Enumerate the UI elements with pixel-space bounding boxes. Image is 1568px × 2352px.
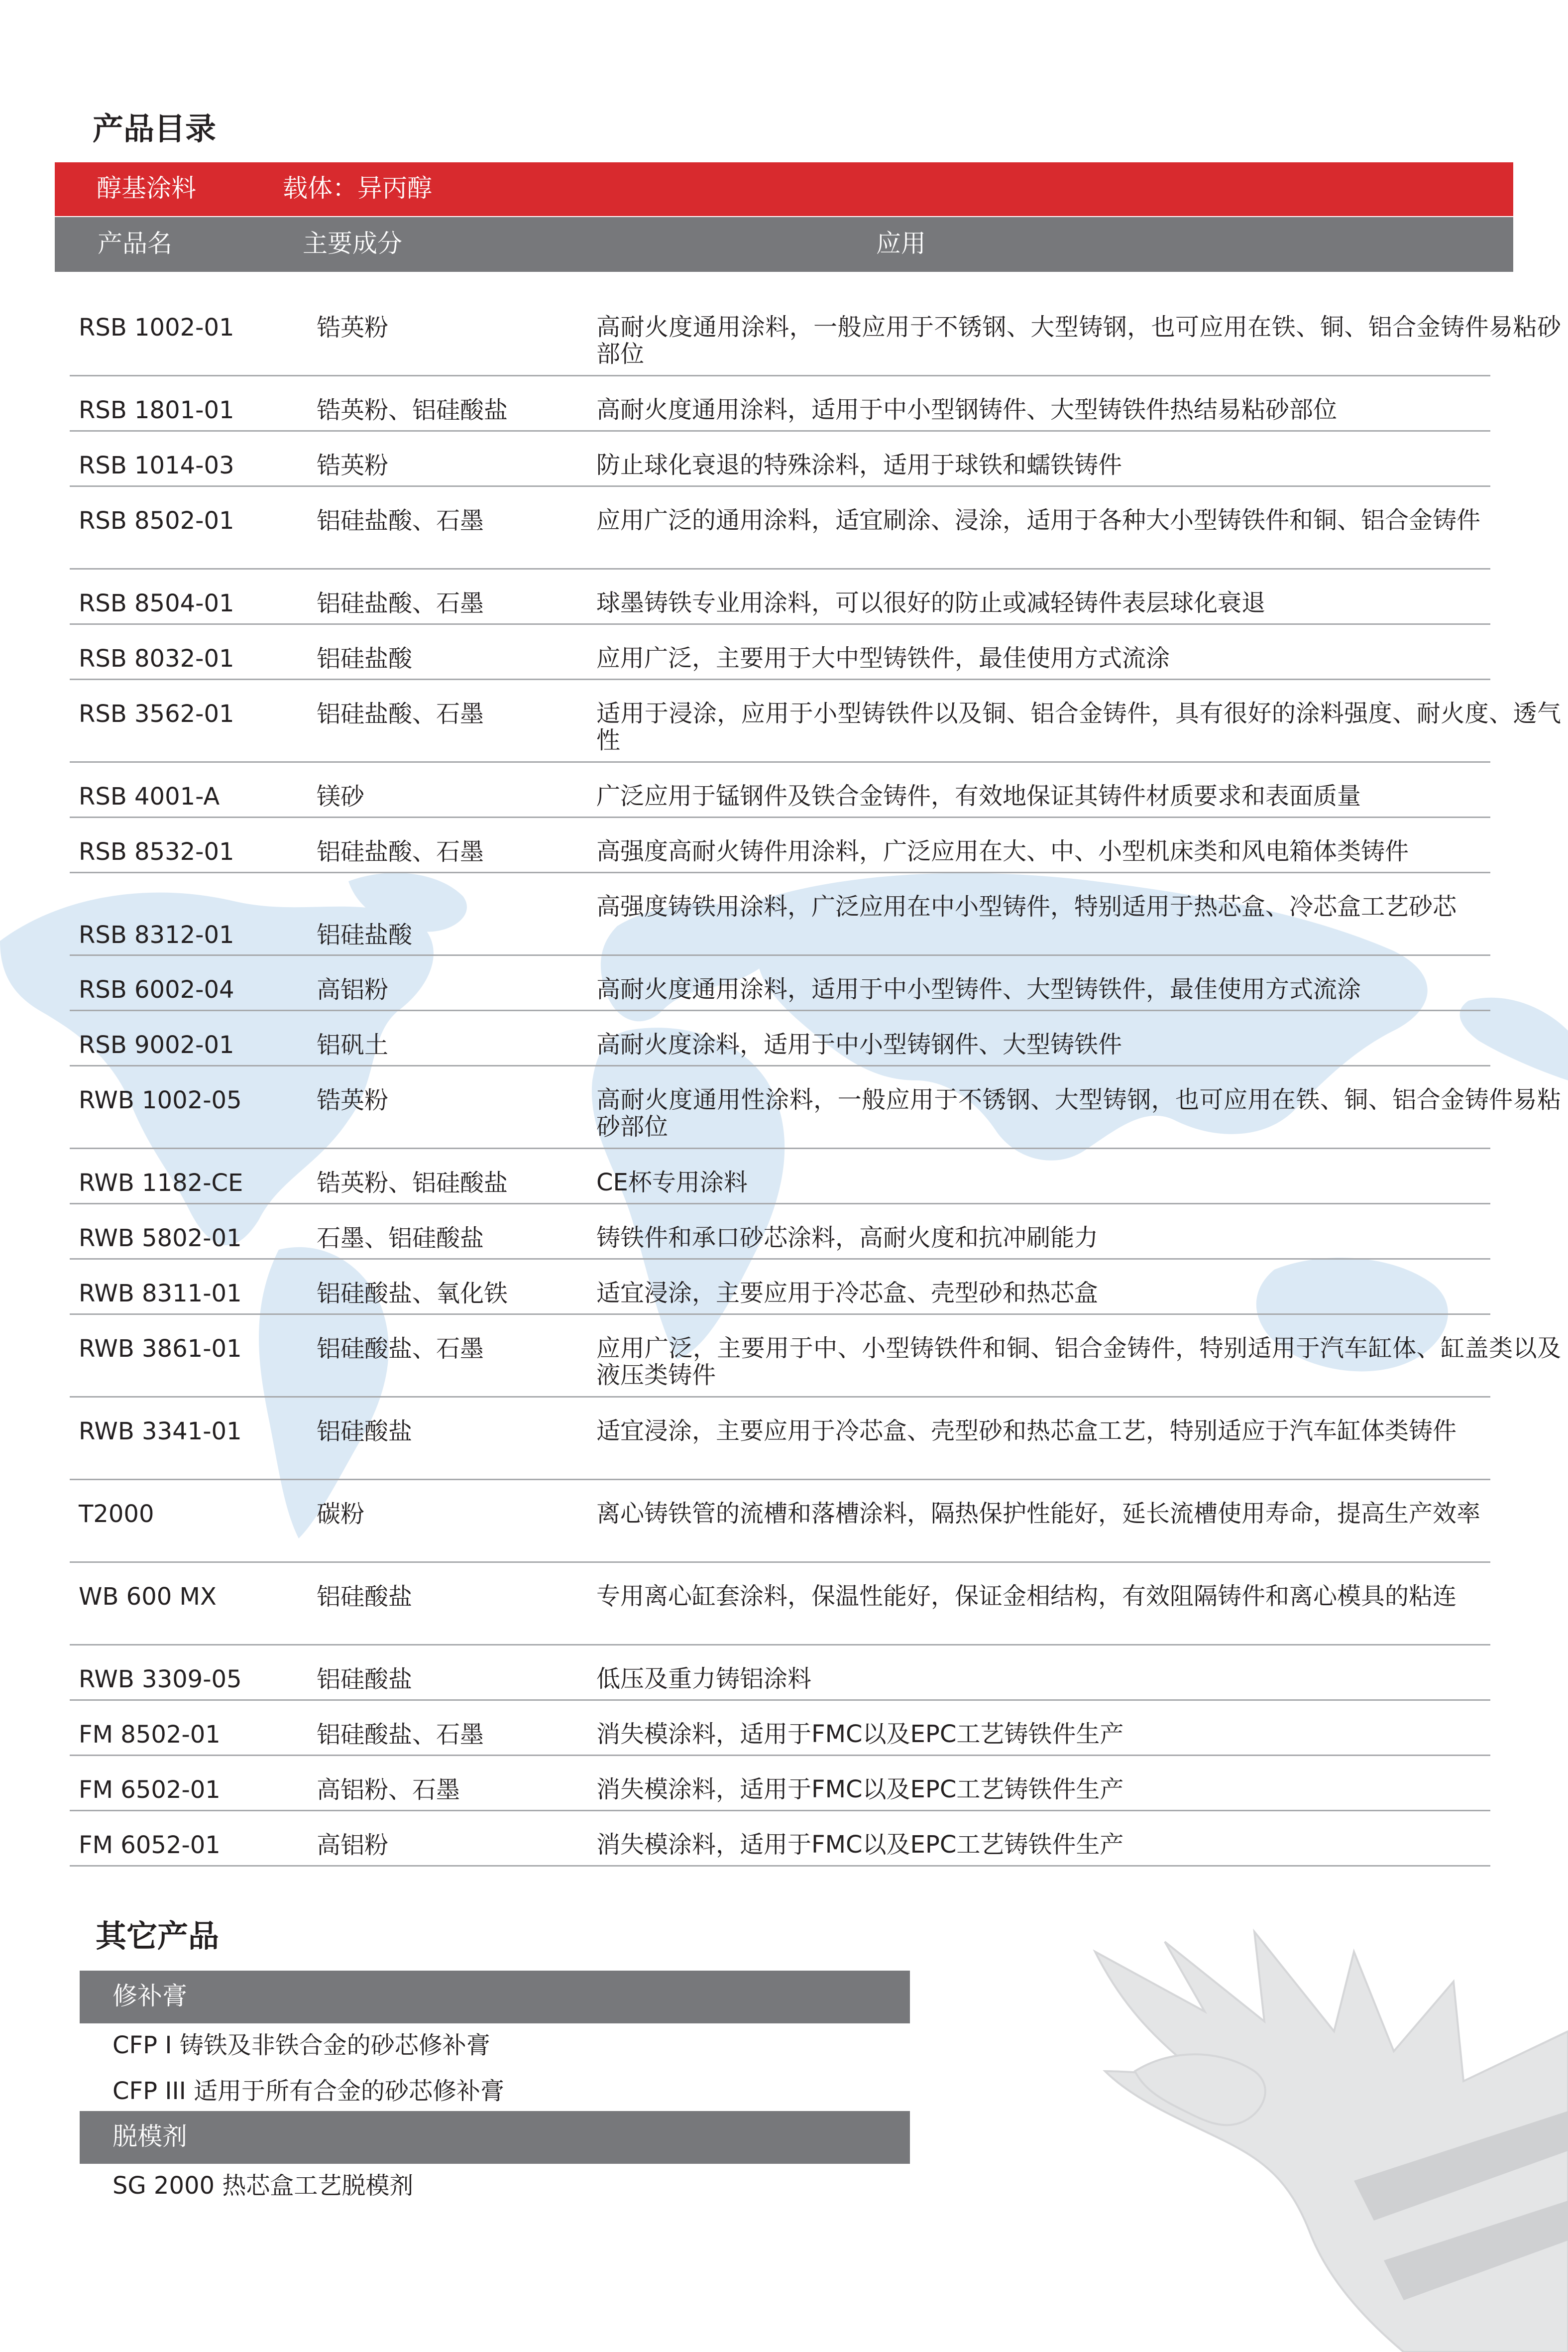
list-item: SG 2000 热芯盒工艺脱模剂 — [112, 2172, 414, 2200]
table-row — [70, 1011, 1490, 1066]
product-name: RSB 8502-01 — [79, 507, 234, 535]
table-row — [70, 1563, 1490, 1646]
repair-paste-label: 修补膏 — [112, 1982, 187, 2010]
product-name: RSB 8532-01 — [79, 838, 234, 866]
table-row — [70, 1315, 1561, 1398]
product-name: WB 600 MX — [79, 1583, 217, 1611]
table-row — [70, 294, 1561, 376]
product-name: FM 6502-01 — [79, 1776, 221, 1804]
product-composition: 石墨、铝硅酸盐 — [317, 1224, 484, 1252]
product-application: 低压及重力铸铝涂料 — [596, 1665, 812, 1693]
page-title: 产品目录 — [93, 111, 217, 147]
product-composition: 铝硅酸盐 — [317, 1665, 413, 1693]
table-row — [70, 625, 1490, 680]
product-application: 应用广泛，主要用于大中型铸铁件，最佳使用方式流涂 — [596, 644, 1170, 672]
table-row — [70, 1260, 1490, 1315]
product-application: 专用离心缸套涂料，保温性能好，保证金相结构，有效阻隔铸件和离心模具的粘连 — [596, 1582, 1457, 1610]
other-products-title: 其它产品 — [96, 1918, 220, 1954]
product-application: 高强度高耐火铸件用涂料，广泛应用在大、中、小型机床类和风电箱体类铸件 — [596, 837, 1409, 865]
product-application: 应用广泛的通用涂料，适宜刷涂、浸涂，适用于各种大小型铸铁件和铜、铝合金铸件 — [596, 506, 1481, 534]
list-item: CFP III 适用于所有合金的砂芯修补膏 — [112, 2077, 505, 2105]
category-label: 醇基涂料 — [97, 174, 196, 203]
product-name: RSB 1801-01 — [79, 396, 234, 424]
product-composition: 高铝粉、石墨 — [317, 1776, 460, 1804]
product-composition: 铝硅酸盐、石墨 — [317, 1335, 484, 1363]
product-application: 消失模涂料，适用于FMC以及EPC工艺铸铁件生产 — [596, 1720, 1124, 1748]
product-name: RSB 8312-01 — [79, 921, 234, 949]
product-composition: 铝硅盐酸、石墨 — [317, 838, 484, 866]
list-item: CFP I 铸铁及非铁合金的砂芯修补膏 — [112, 2031, 490, 2059]
product-catalog-table — [70, 294, 1561, 1867]
product-composition: 铝硅酸盐、石墨 — [317, 1721, 484, 1749]
product-composition: 铝矾土 — [317, 1031, 389, 1059]
product-name: RSB 1014-03 — [79, 452, 234, 479]
product-name: FM 6052-01 — [79, 1831, 221, 1859]
product-name: RWB 3309-05 — [79, 1665, 242, 1693]
header-product-name: 产品名 — [98, 229, 172, 258]
product-composition: 锆英粉 — [317, 314, 389, 342]
product-application: 高耐火度通用涂料，适用于中小型铸件、大型铸铁件，最佳使用方式流涂 — [596, 975, 1361, 1003]
table-row — [70, 818, 1490, 873]
product-application: 球墨铸铁专业用涂料，可以很好的防止或减轻铸件表层球化衰退 — [596, 589, 1266, 617]
header-application: 应用 — [876, 229, 926, 258]
table-row — [70, 1480, 1490, 1563]
product-application: 防止球化衰退的特殊涂料，适用于球铁和蠕铁铸件 — [596, 451, 1122, 479]
product-name: RSB 4001-A — [79, 783, 220, 811]
product-composition: 高铝粉 — [317, 1831, 389, 1859]
product-name: RSB 9002-01 — [79, 1031, 234, 1059]
product-name: RWB 8311-01 — [79, 1280, 242, 1307]
repair-paste-header — [80, 1971, 910, 2023]
table-row — [70, 680, 1561, 763]
release-agent-label: 脱模剂 — [112, 2122, 187, 2151]
table-row — [70, 432, 1490, 487]
product-application: 高耐火度通用性涂料，一般应用于不锈钢、大型铸钢，也可应用在铁、铜、铝合金铸件易粘砂部位 — [596, 1086, 1561, 1141]
product-name: RWB 3861-01 — [79, 1335, 242, 1363]
product-composition: 铝硅盐酸、石墨 — [317, 700, 484, 728]
category-band — [55, 162, 1513, 216]
product-composition: 铝硅酸盐 — [317, 1417, 413, 1445]
product-application: 消失模涂料，适用于FMC以及EPC工艺铸铁件生产 — [596, 1775, 1124, 1803]
product-application: 高耐火度涂料，适用于中小型铸钢件、大型铸铁件 — [596, 1031, 1122, 1058]
table-row — [70, 1756, 1490, 1811]
product-composition: 锆英粉、铝硅酸盐 — [317, 396, 508, 424]
table-row — [70, 1811, 1490, 1867]
table-row — [70, 956, 1490, 1011]
carrier-label: 载体：异丙醇 — [283, 174, 432, 203]
table-row — [70, 873, 1490, 956]
product-application: 适宜浸涂，主要应用于冷芯盒、壳型砂和热芯盒 — [596, 1279, 1099, 1307]
table-row — [70, 487, 1490, 570]
product-name: RSB 8504-01 — [79, 589, 234, 617]
product-composition: 锆英粉、铝硅酸盐 — [317, 1169, 508, 1197]
table-row — [70, 1204, 1490, 1260]
product-name: RWB 3341-01 — [79, 1417, 242, 1445]
product-application: 应用广泛，主要用于中、小型铸铁件和铜、铝合金铸件，特别适用于汽车缸体、缸盖类以及液压类铸件 — [596, 1334, 1561, 1389]
product-composition: 高铝粉 — [317, 976, 389, 1004]
product-application: CE杯专用涂料 — [596, 1169, 748, 1196]
product-composition: 铝硅盐酸、石墨 — [317, 507, 484, 535]
product-composition: 铝硅盐酸 — [317, 645, 413, 673]
product-name: FM 8502-01 — [79, 1721, 221, 1749]
product-composition: 铝硅盐酸 — [317, 921, 413, 949]
product-application: 高强度铸铁用涂料，广泛应用在中小型铸件，特别适用于热芯盒、冷芯盒工艺砂芯 — [596, 893, 1457, 921]
product-composition: 碳粉 — [317, 1500, 365, 1528]
product-name: T2000 — [79, 1500, 154, 1528]
table-header — [55, 217, 1513, 272]
table-row — [70, 1398, 1490, 1480]
eagle-emblem-watermark — [1075, 1922, 1568, 2352]
product-application: 高耐火度通用涂料，适用于中小型钢铸件、大型铸铁件热结易粘砂部位 — [596, 396, 1338, 424]
product-composition: 锆英粉 — [317, 1086, 389, 1114]
header-composition: 主要成分 — [303, 229, 402, 258]
table-row — [70, 1701, 1490, 1756]
table-row — [70, 1646, 1490, 1701]
product-composition: 铝硅盐酸、石墨 — [317, 589, 484, 617]
product-application: 广泛应用于锰钢件及铁合金铸件，有效地保证其铸件材质要求和表面质量 — [596, 782, 1361, 810]
release-agent-header — [80, 2111, 910, 2164]
product-composition: 镁砂 — [317, 783, 365, 811]
product-application: 铸铁件和承口砂芯涂料，高耐火度和抗冲刷能力 — [596, 1224, 1099, 1252]
product-application: 消失模涂料，适用于FMC以及EPC工艺铸铁件生产 — [596, 1831, 1124, 1859]
product-name: RWB 1182-CE — [79, 1169, 243, 1197]
product-name: RSB 3562-01 — [79, 700, 234, 728]
product-composition: 铝硅酸盐、氧化铁 — [317, 1280, 508, 1307]
product-name: RSB 1002-01 — [79, 314, 234, 342]
product-application: 适宜浸涂，主要应用于冷芯盒、壳型砂和热芯盒工艺，特别适应于汽车缸体类铸件 — [596, 1417, 1457, 1445]
table-row — [70, 376, 1490, 432]
product-name: RWB 1002-05 — [79, 1086, 242, 1114]
product-composition: 锆英粉 — [317, 452, 389, 479]
table-row — [70, 1149, 1490, 1204]
product-composition: 铝硅酸盐 — [317, 1583, 413, 1611]
table-row — [70, 763, 1490, 818]
product-name: RWB 5802-01 — [79, 1224, 242, 1252]
table-row — [70, 570, 1490, 625]
product-name: RSB 8032-01 — [79, 645, 234, 673]
product-application: 高耐火度通用涂料，一般应用于不锈钢、大型铸钢，也可应用在铁、铜、铝合金铸件易粘砂部位 — [596, 313, 1561, 368]
product-application: 离心铸铁管的流槽和落槽涂料，隔热保护性能好，延长流槽使用寿命，提高生产效率 — [596, 1500, 1481, 1528]
product-name: RSB 6002-04 — [79, 976, 234, 1004]
table-row — [70, 1066, 1561, 1149]
product-application: 适用于浸涂，应用于小型铸铁件以及铜、铝合金铸件，具有很好的涂料强度、耐火度、透气性 — [596, 700, 1561, 754]
